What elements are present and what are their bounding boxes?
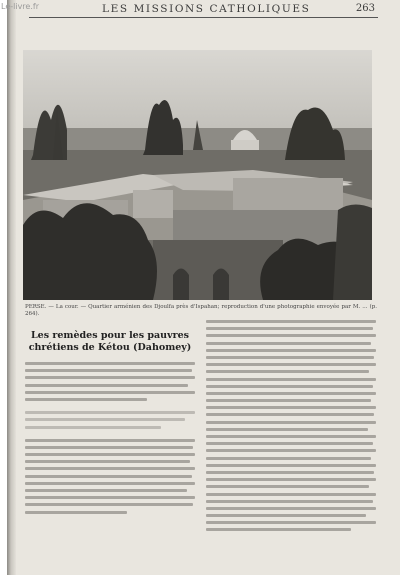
text-line — [206, 334, 376, 337]
text-line — [206, 421, 376, 424]
text-line — [25, 384, 188, 387]
text-line — [206, 464, 376, 467]
binding-gutter — [7, 0, 16, 575]
header-rule — [29, 17, 378, 18]
text-line — [206, 428, 368, 431]
text-line — [206, 485, 369, 488]
text-line — [206, 320, 376, 323]
text-line — [206, 356, 374, 359]
text-line — [206, 342, 371, 345]
text-line — [206, 327, 373, 330]
text-line — [206, 457, 371, 460]
text-line — [25, 482, 195, 485]
text-line — [206, 507, 376, 510]
text-line — [206, 413, 374, 416]
text-line — [206, 442, 373, 445]
right-column — [206, 320, 376, 536]
text-line — [25, 511, 127, 514]
text-line — [206, 528, 351, 531]
text-line — [25, 446, 193, 449]
text-line — [25, 411, 195, 414]
text-line — [25, 439, 195, 442]
article-title: Les remèdes pour les pauvres chrétiens de Kétou (Dahomey) — [28, 330, 192, 353]
text-line — [206, 370, 369, 373]
text-line — [206, 392, 376, 395]
text-line — [25, 398, 147, 401]
text-line — [25, 475, 192, 478]
text-line — [206, 378, 376, 381]
text-line — [206, 449, 376, 452]
text-line — [25, 362, 195, 365]
text-line — [206, 349, 376, 352]
text-line — [206, 363, 376, 366]
text-line — [25, 418, 185, 421]
text-line — [25, 496, 195, 499]
page-number: 263 — [355, 3, 375, 14]
running-title: LES MISSIONS CATHOLIQUES — [102, 3, 311, 15]
text-line — [206, 478, 376, 481]
text-line — [25, 369, 192, 372]
watermark: Le-livre.fr — [1, 2, 39, 11]
text-line — [25, 489, 187, 492]
text-line — [206, 406, 376, 409]
text-line — [25, 391, 195, 394]
text-line — [25, 376, 195, 379]
document-page — [7, 0, 400, 575]
text-line — [206, 385, 373, 388]
text-line — [206, 500, 373, 503]
text-line — [25, 503, 193, 506]
text-line — [206, 493, 376, 496]
photograph — [23, 50, 372, 300]
text-line — [206, 471, 374, 474]
text-line — [25, 467, 195, 470]
left-column — [25, 320, 195, 518]
text-line — [206, 514, 366, 517]
photo-illustration — [23, 50, 372, 300]
text-line — [25, 453, 195, 456]
text-line — [25, 460, 190, 463]
text-line — [206, 435, 376, 438]
photo-caption: PERSE. — La cour. — Quartier arménien des Djoulfa près d'Ispahan; reproduction d'une photographie envoyée par M. ... (p. 264). — [25, 304, 377, 317]
text-line — [206, 399, 371, 402]
text-line — [25, 426, 161, 429]
text-line — [206, 521, 376, 524]
